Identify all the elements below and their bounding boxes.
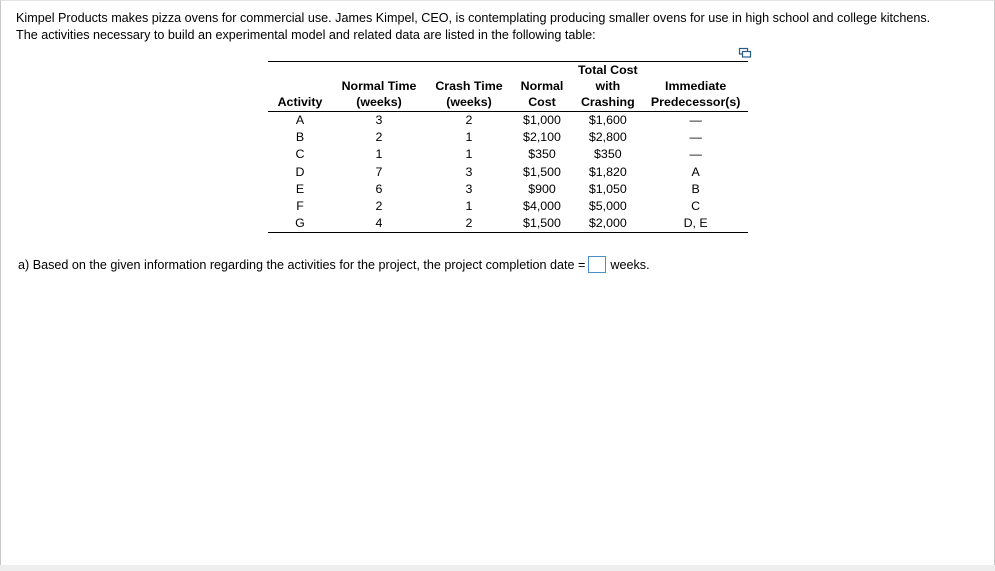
cell-activity: C	[295, 147, 305, 162]
cell-activity: G	[268, 215, 332, 233]
bottom-scroll-strip	[0, 565, 995, 571]
problem-statement	[16, 10, 976, 43]
table-row	[268, 112, 748, 130]
cell-total-cost: $1,600	[588, 113, 627, 127]
cell-predecessors: C	[691, 199, 701, 214]
cell-normal-cost: $1,500	[512, 215, 572, 233]
cell-total-cost: $350	[594, 147, 622, 162]
header-crash-time: Crash Time (weeks)	[426, 62, 512, 112]
cell-normal-cost: $350	[528, 147, 556, 162]
cell-total-cost: $1,820	[588, 164, 627, 179]
table-row	[268, 215, 748, 233]
table-header-row	[268, 62, 748, 112]
table-row	[268, 198, 748, 215]
cell-normal-cost: $1,000	[523, 113, 561, 127]
cell-crash-time: 1	[465, 130, 473, 145]
header-normal-cost: Normal Cost	[512, 62, 572, 112]
cell-normal-cost: $1,500	[523, 164, 561, 179]
cell-normal-time: 3	[375, 113, 383, 127]
header-normal-time: Normal Time (weeks)	[332, 62, 426, 112]
question-prefix: a) Based on the given information regarding the activities for the project, the project completion date =	[18, 257, 586, 272]
cell-total-cost: $2,000	[572, 215, 644, 233]
cell-crash-time: 3	[465, 164, 473, 179]
cell-total-cost: $1,050	[588, 181, 627, 196]
cell-predecessors: B	[691, 181, 700, 196]
cell-normal-time: 1	[375, 147, 383, 162]
cell-normal-cost: $4,000	[523, 199, 561, 214]
header-activity: Activity	[268, 62, 332, 112]
cell-normal-cost: $900	[528, 181, 556, 196]
table-row	[268, 146, 748, 163]
cell-normal-time: 6	[375, 181, 383, 196]
problem-line-2: The activities necessary to build an experimental model and related data are listed in the following table:	[16, 27, 596, 42]
header-total-cost-with-crashing: Total Cost with Crashing	[572, 62, 644, 112]
cell-predecessors: —	[689, 130, 702, 145]
cell-activity: B	[295, 130, 305, 145]
problem-line-1: Kimpel Products makes pizza ovens for commercial use. James Kimpel, CEO, is contemplating producing smaller ovens for use in high school and college kitchens.	[16, 11, 931, 25]
cell-activity: D	[295, 164, 305, 179]
cell-crash-time: 3	[465, 181, 473, 196]
cell-activity: A	[295, 113, 305, 127]
table-row	[268, 164, 748, 181]
header-immediate-predecessors: Immediate Predecessor(s)	[644, 62, 748, 112]
cell-activity: F	[296, 199, 304, 214]
activity-data-table	[268, 61, 748, 233]
question-suffix: weeks.	[610, 257, 650, 272]
cell-normal-time: 4	[332, 215, 426, 233]
cell-predecessors: A	[691, 164, 700, 179]
cell-normal-time: 2	[375, 130, 383, 145]
cell-normal-cost: $2,100	[523, 130, 561, 145]
cell-normal-time: 7	[375, 164, 383, 179]
cell-crash-time: 2	[465, 113, 473, 127]
cell-predecessors: —	[689, 147, 702, 162]
cell-crash-time: 1	[465, 147, 473, 162]
question-part-a	[18, 256, 650, 273]
cell-activity: E	[295, 181, 305, 196]
copy-to-clipboard-icon[interactable]	[738, 46, 753, 58]
cell-predecessors: —	[689, 113, 702, 127]
cell-predecessors: D, E	[644, 215, 748, 233]
cell-total-cost: $2,800	[588, 130, 627, 145]
cell-crash-time: 2	[426, 215, 512, 233]
completion-date-answer-input[interactable]	[588, 256, 606, 273]
cell-crash-time: 1	[465, 199, 473, 214]
cell-total-cost: $5,000	[588, 199, 627, 214]
table-row	[268, 129, 748, 146]
table-row	[268, 181, 748, 198]
cell-normal-time: 2	[375, 199, 383, 214]
